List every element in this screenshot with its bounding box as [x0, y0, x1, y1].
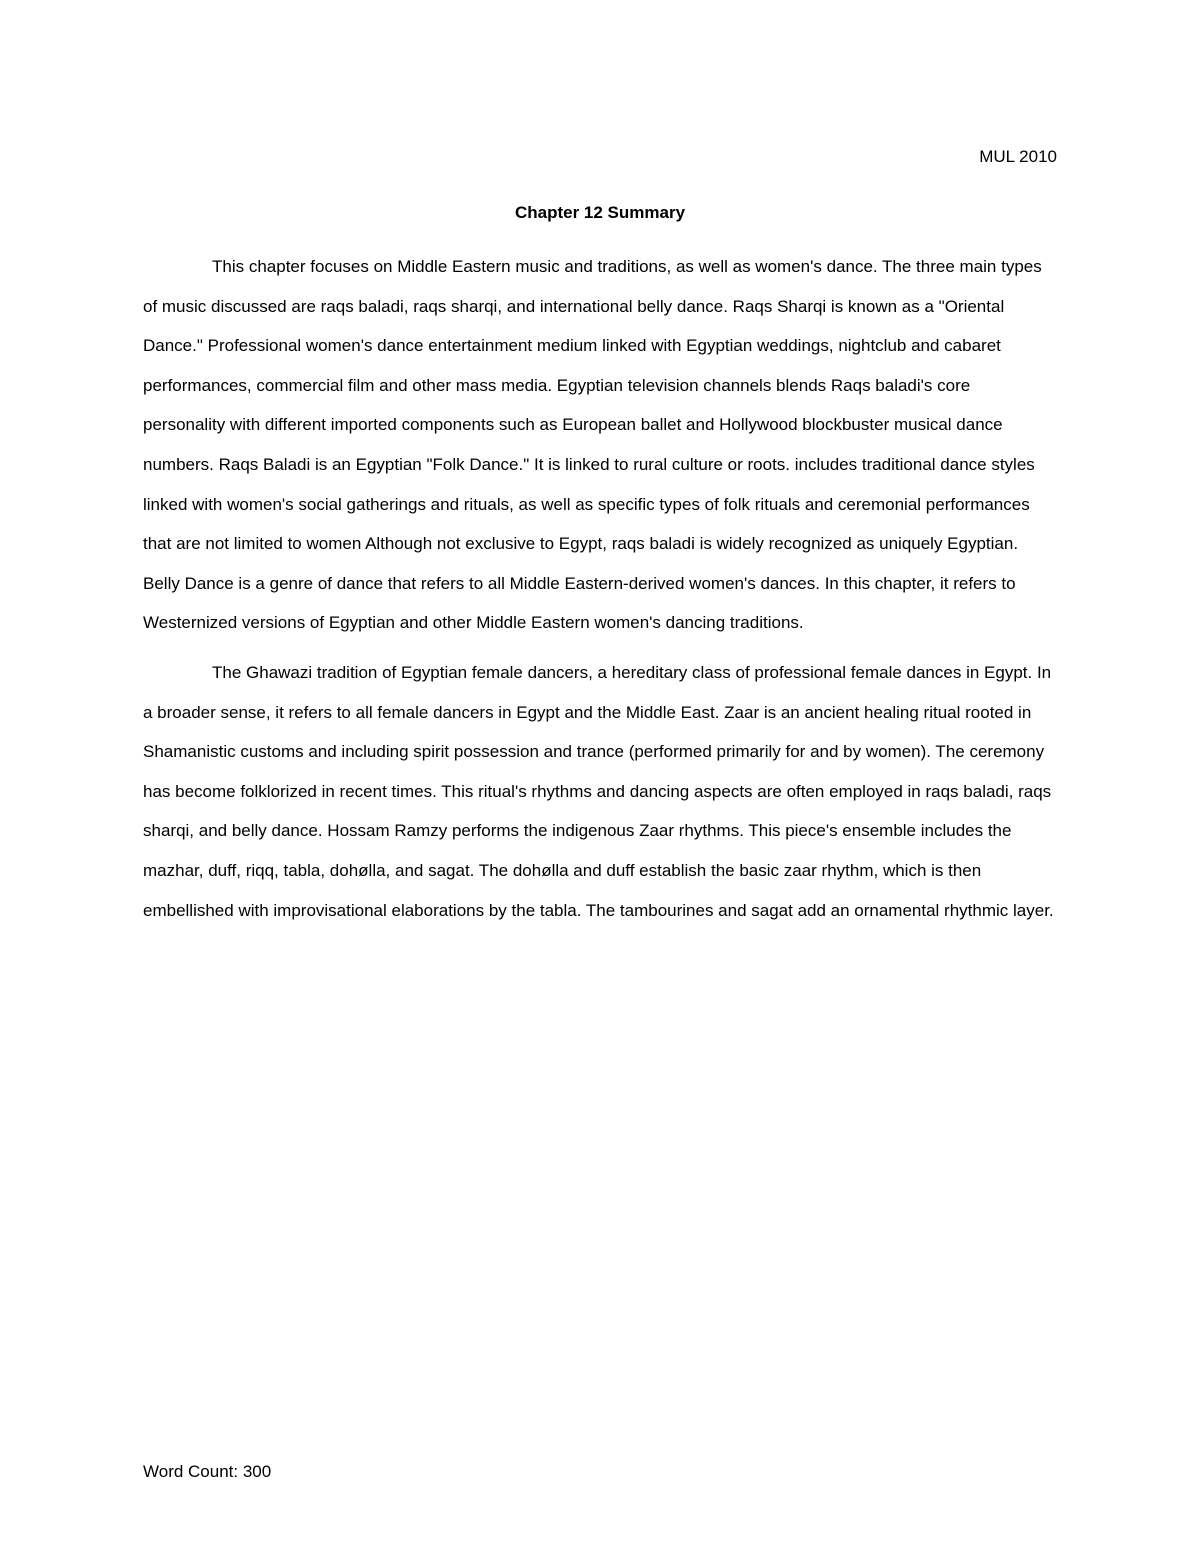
course-code: MUL 2010 — [979, 147, 1057, 166]
paragraph-2: The Ghawazi tradition of Egyptian female dancers, a hereditary class of professional female dances in Egypt. In a broader sense, it refers to all female dancers in Egypt and the Middle East. Zaar is an ancient healing ritual rooted in Shamanistic customs and including spirit possession and trance (performed primarily for and by women). The ceremony has become folklorized in recent times. This ritual's rhythms and dancing aspects are often employed in raqs baladi, raqs sharqi, and belly dance. Hossam Ramzy performs the indigenous Zaar rhythms. This piece's ensemble includes the mazhar, duff, riqq, tabla, dohølla, and sagat. The dohølla and duff establish the basic zaar rhythm, which is then embellished with improvisational elaborations by the tabla. The tambourines and sagat add an ornamental rhythmic layer. — [143, 662, 1054, 920]
paragraph-1: This chapter focuses on Middle Eastern music and traditions, as well as women's dance. The three main types of music discussed are raqs baladi, raqs sharqi, and international belly dance. Raqs Sharqi is known as a "Oriental Dance." Professional women's dance entertainment medium linked with Egyptian weddings, nightclub and cabaret performances, commercial film and other mass media. Egyptian television channels blends Raqs baladi's core personality with different imported components such as European ballet and Hollywood blockbuster musical dance numbers. Raqs Baladi is an Egyptian "Folk Dance." It is linked to rural culture or roots. includes traditional dance styles linked with women's social gatherings and rituals, as well as specific types of folk rituals and ceremonial performances that are not limited to women Although not exclusive to Egypt, raqs baladi is widely recognized as uniquely Egyptian. Belly Dance is a genre of dance that refers to all Middle Eastern-derived women's dances. In this chapter, it refers to Westernized versions of Egyptian and other Middle Eastern women's dancing traditions. — [143, 257, 1042, 633]
word-count: Word Count: 300 — [143, 1462, 272, 1481]
document-body — [143, 247, 1057, 940]
document-title: Chapter 12 Summary — [514, 203, 686, 222]
